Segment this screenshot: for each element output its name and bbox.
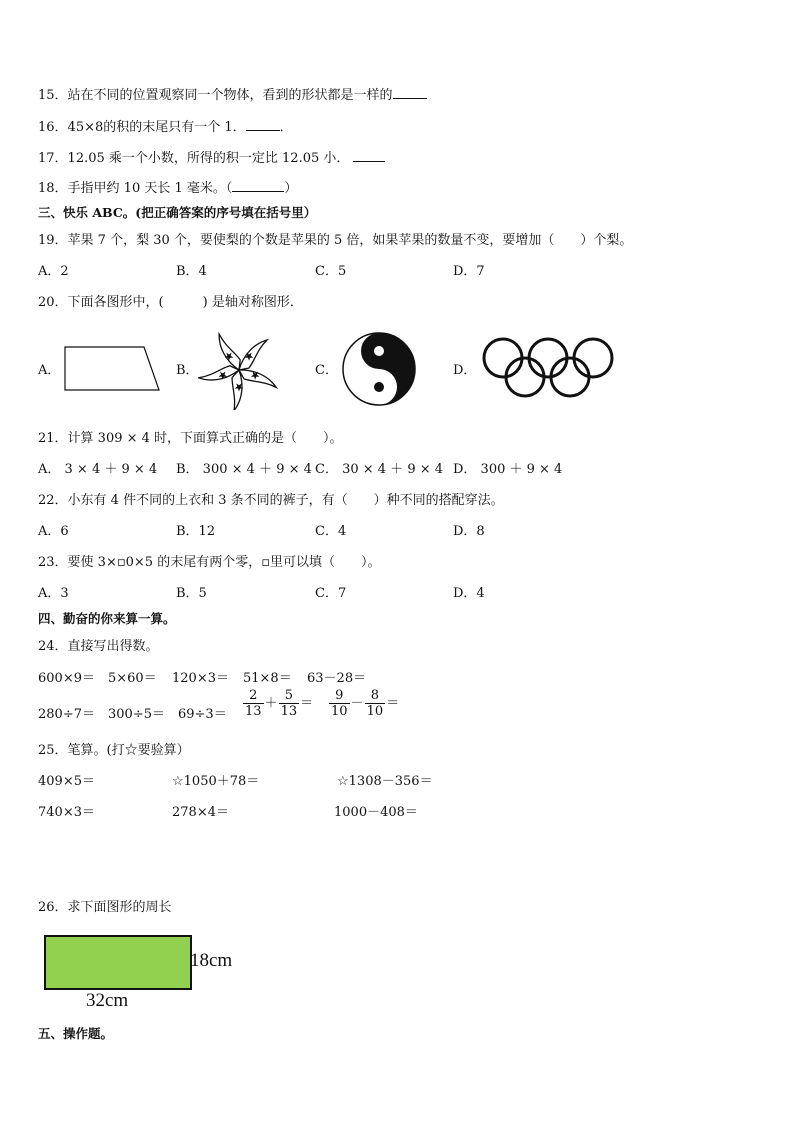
section-4-heading: 四、勤奋的你来算一算。 <box>38 611 176 626</box>
calc-item: 280÷7＝ <box>38 707 95 722</box>
option-c[interactable]: C． 30 × 4 ＋ 9 × 4 <box>315 462 444 477</box>
question-23: 23．要使 3×▫0×5 的末尾有两个零，▫里可以填（ ）。 <box>38 555 381 570</box>
yin-yang-figure <box>341 331 417 407</box>
question-26: 26．求下面图形的周长 <box>38 900 172 915</box>
fraction: $\frac{8}{10}$ <box>366 688 384 719</box>
option-b[interactable]: B． 300 × 4 ＋ 9 × 4 <box>176 462 312 477</box>
question-end: ． <box>279 120 293 135</box>
question-25: 25．笔算。(打☆要验算） <box>38 743 190 758</box>
question-19: 19．苹果 7 个，梨 30 个，要使梨的个数是苹果的 5 倍，如果苹果的数量不变，要增加（ ）个梨。 <box>38 233 633 248</box>
question-17 <box>38 147 385 166</box>
section-5-heading: 五、操作题。 <box>38 1026 114 1041</box>
answer-blank[interactable] <box>246 118 280 131</box>
question-text: 15．站在不同的位置观察同一个物体，看到的形状都是一样的 <box>38 88 393 103</box>
calc-item: 300÷5＝ <box>108 707 165 722</box>
trapezoid-figure <box>62 344 162 394</box>
option-c-label[interactable]: C． <box>315 363 338 378</box>
rectangle-figure <box>44 935 192 990</box>
question-24: 24．直接写出得数。 <box>38 639 159 654</box>
option-b[interactable]: B．5 <box>176 586 207 601</box>
option-b[interactable]: B．12 <box>176 524 216 539</box>
calc-item: 5×60＝ <box>108 671 157 686</box>
option-a[interactable]: A． 3 × 4 ＋ 9 × 4 <box>38 462 158 477</box>
height-label: 18cm <box>190 950 233 971</box>
fraction-expression-2: $\frac{9}{10}$ － $\frac{8}{10}$ ＝ <box>331 688 400 719</box>
option-d[interactable]: D． 300 ＋ 9 × 4 <box>453 462 563 477</box>
section-3-heading: 三、快乐 ABC。(把正确答案的序号填在括号里） <box>38 205 317 220</box>
calc-item: 1000－408＝ <box>334 805 418 820</box>
option-b[interactable]: B．4 <box>176 264 207 279</box>
option-a-label[interactable]: A． <box>38 363 61 378</box>
option-d-label[interactable]: D． <box>453 363 477 378</box>
question-22: 22．小东有 4 件不同的上衣和 3 条不同的裤子，有（ ）种不同的搭配穿法。 <box>38 493 504 508</box>
question-text: 16．45×8的积的末尾只有一个 1． <box>38 120 246 135</box>
calc-item: 409×5＝ <box>38 774 95 789</box>
calc-item: ☆1308－356＝ <box>337 774 433 789</box>
fraction-expression-1: $\frac{2}{13}$ ＋ $\frac{5}{13}$ ＝ <box>245 688 314 719</box>
answer-blank[interactable] <box>353 149 385 162</box>
fraction: $\frac{9}{10}$ <box>331 688 348 719</box>
option-a[interactable]: A．6 <box>38 524 69 539</box>
option-a[interactable]: A．3 <box>38 586 69 601</box>
option-a[interactable]: A．2 <box>38 264 69 279</box>
calc-item: 63－28＝ <box>307 671 367 686</box>
question-18 <box>38 177 297 196</box>
option-c[interactable]: C．4 <box>315 524 347 539</box>
calc-item: 740×3＝ <box>38 805 95 820</box>
calc-item: 600×9＝ <box>38 671 95 686</box>
calc-item: ☆1050＋78＝ <box>172 774 260 789</box>
pinwheel-stars-figure <box>198 330 280 410</box>
answer-blank[interactable] <box>232 179 284 192</box>
question-text: 17．12.05 乘一个小数，所得的积一定比 12.05 小． <box>38 151 350 166</box>
width-label: 32cm <box>86 990 129 1011</box>
question-text: 18．手指甲约 10 天长 1 毫米。（ <box>38 181 233 196</box>
option-d[interactable]: D．8 <box>453 524 485 539</box>
question-21: 21．计算 309 × 4 时，下面算式正确的是（ ）。 <box>38 431 343 446</box>
calc-item: 69÷3＝ <box>178 707 227 722</box>
option-d[interactable]: D．7 <box>453 264 485 279</box>
option-b-label[interactable]: B． <box>176 363 199 378</box>
fraction: $\frac{5}{13}$ <box>280 688 298 719</box>
option-c[interactable]: C．7 <box>315 586 347 601</box>
calc-item: 51×8＝ <box>243 671 292 686</box>
answer-blank[interactable] <box>393 86 427 99</box>
question-20: 20．下面各图形中，( ) 是轴对称图形． <box>38 295 303 310</box>
option-c[interactable]: C．5 <box>315 264 347 279</box>
option-d[interactable]: D．4 <box>453 586 485 601</box>
question-end: ） <box>284 181 298 196</box>
olympic-rings-figure <box>481 336 615 400</box>
calc-item: 278×4＝ <box>172 805 229 820</box>
fraction: $\frac{2}{13}$ <box>245 688 262 719</box>
calc-item: 120×3＝ <box>172 671 229 686</box>
question-16 <box>38 116 293 135</box>
question-15 <box>38 84 427 103</box>
